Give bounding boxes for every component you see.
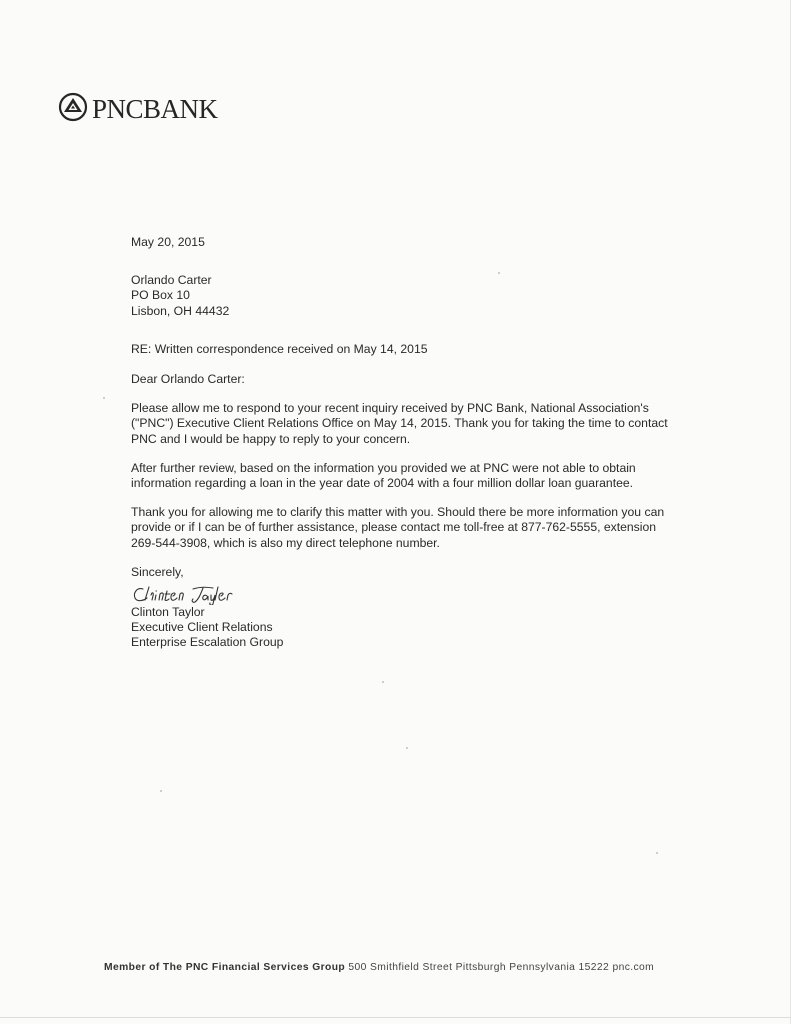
paragraph-3: Thank you for allowing me to clarify this matter with you. Should there be more information you can provide or if I can be of further assistance, please contact me toll-free at 877-762-5555, extension 269-544-3908, which is also my direct telephone number.: [131, 505, 665, 550]
recipient-address-line1: PO Box 10: [131, 288, 190, 303]
paragraph-1: Please allow me to respond to your recent inquiry received by PNC Bank, National Association's ("PNC") Executive Client Relations Office on May 14, 2015. Thank you for taking the time to contact PNC and I would be happy to reply to your concern.: [131, 401, 668, 446]
paragraph-2: After further review, based on the information you provided we at PNC were not able to obtain information regarding a loan in the year date of 2004 with a four million dollar loan guarantee.: [131, 460, 636, 491]
letter-body: [131, 235, 676, 651]
letterhead-footer: [104, 962, 744, 973]
scan-speck: [656, 852, 658, 854]
closing: Sincerely,: [131, 564, 184, 579]
pnc-bank-logo: [58, 92, 218, 126]
footer-address-text: 500 Smithfield Street Pittsburgh Pennsylvania 15222 pnc.com: [348, 962, 655, 973]
scan-speck: [160, 790, 162, 792]
letter-date: May 20, 2015: [131, 235, 205, 249]
signer-group: Enterprise Escalation Group: [131, 635, 284, 650]
signer-name: Clinton Taylor: [131, 605, 205, 620]
salutation: Dear Orlando Carter:: [131, 372, 245, 387]
scan-speck: [382, 681, 384, 683]
signer-title: Executive Client Relations: [131, 620, 273, 635]
recipient-name: Orlando Carter: [131, 273, 212, 288]
footer-member-text: Member of The PNC Financial Services Group: [104, 962, 346, 973]
pnc-triangle-logo-icon: [58, 92, 88, 127]
scan-speck: [498, 272, 500, 274]
recipient-address-line2: Lisbon, OH 44432: [131, 303, 230, 318]
bank-name: PNCBANK: [92, 94, 218, 124]
re-line: RE: Written correspondence received on May 14, 2015: [131, 341, 428, 356]
scan-speck: [103, 397, 105, 399]
recipient-address: [131, 273, 676, 319]
scan-bottom-line: [0, 1017, 791, 1018]
scan-speck: [406, 747, 408, 749]
handwritten-signature: [131, 583, 676, 605]
